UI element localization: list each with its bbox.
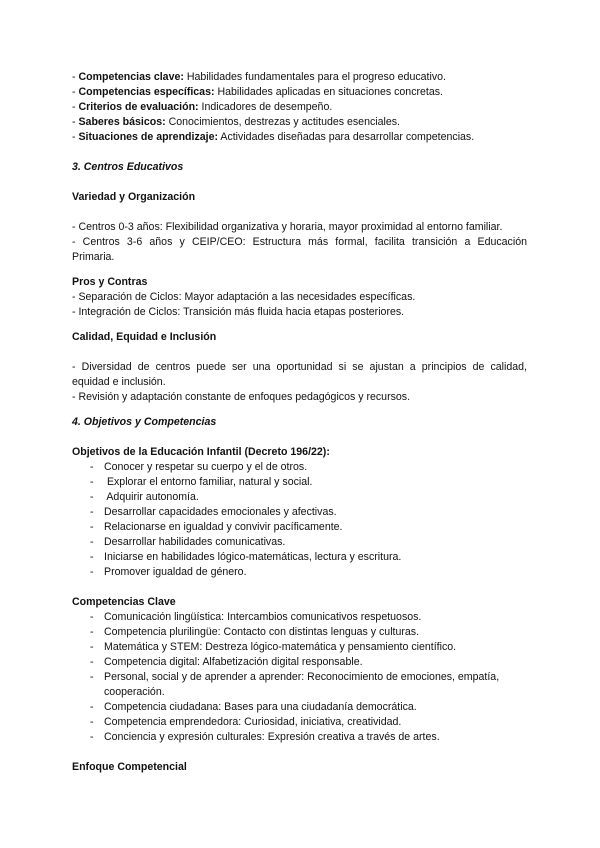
description: Habilidades aplicadas en situaciones concretas. [214,86,443,98]
list-item: - Criterios de evaluación: Indicadores de desempeño. [72,101,333,113]
section-title: 4. Objetivos y Competencias [72,416,217,428]
list-item: - Promover igualdad de género. [90,566,247,578]
document-page [72,70,527,775]
list-item: - Desarrollar habilidades comunicativas. [90,536,286,548]
paragraph: - Diversidad de centros puede ser una oportunidad si se ajustan a principios de calidad, [72,361,527,373]
list-item: - Competencia digital: Alfabetización digital responsable. [90,656,363,668]
subsection-heading: Enfoque Competencial [72,761,187,773]
subsection-heading: Variedad y Organización [72,191,196,203]
paragraph: - Revisión y adaptación constante de enfoques pedagógicos y recursos. [72,391,411,403]
list-item: - Personal, social y de aprender a aprender: Reconocimiento de emociones, empatía, cooperación. [90,671,500,698]
competencias-list [72,610,527,745]
description: Habilidades fundamentales para el progreso educativo. [183,71,446,83]
list-item: - Adquirir autonomía. [90,491,199,503]
description: Indicadores de desempeño. [198,101,333,113]
list-item: - Conciencia y expresión culturales: Expresión creativa a través de artes. [90,731,440,743]
subsection-heading: Calidad, Equidad e Inclusión [72,331,217,343]
paragraph-continuation: equidad e inclusión. [72,376,166,388]
list-item: - Explorar el entorno familiar, natural y social. [90,476,313,488]
list-item: - Matemática y STEM: Destreza lógico-matemática y pensamiento científico. [90,641,457,653]
list-item: - Competencias específicas: Habilidades aplicadas en situaciones concretas. [72,86,443,98]
term: Competencias clave: [78,71,184,83]
description: Actividades diseñadas para desarrollar competencias. [218,131,475,143]
list-item: - Desarrollar capacidades emocionales y afectivas. [90,506,337,518]
paragraph: - Centros 3-6 años y CEIP/CEO: Estructura más formal, facilita transición a Educación [72,236,527,248]
list-item: - Saberes básicos: Conocimientos, destrezas y actitudes esenciales. [72,116,400,128]
paragraph: - Integración de Ciclos: Transición más fluida hacia etapas posteriores. [72,306,405,318]
list-item: - Comunicación lingüística: Intercambios comunicativos respetuosos. [90,611,422,623]
term: Saberes básicos: [78,116,166,128]
list-item: - Situaciones de aprendizaje: Actividades diseñadas para desarrollar competencias. [72,131,475,143]
list-item: - Competencia emprendedora: Curiosidad, iniciativa, creatividad. [90,716,402,728]
term: Criterios de evaluación: [78,101,199,113]
term: Situaciones de aprendizaje: [78,131,219,143]
intro-list [72,70,527,145]
term: Competencias específicas: [78,86,215,98]
paragraph: - Centros 0-3 años: Flexibilidad organizativa y horaria, mayor proximidad al entorno familiar. [72,221,503,233]
subsection-heading: Objetivos de la Educación Infantil (Decreto 196/22): [72,446,330,458]
list-item: - Relacionarse en igualdad y convivir pacíficamente. [90,521,343,533]
list-item: - Conocer y respetar su cuerpo y el de otros. [90,461,308,473]
section-title: 3. Centros Educativos [72,161,184,173]
description: Conocimientos, destrezas y actitudes esenciales. [165,116,400,128]
list-item: - Iniciarse en habilidades lógico-matemáticas, lectura y escritura. [90,551,402,563]
subsection-heading: Competencias Clave [72,596,176,608]
subsection-heading: Pros y Contras [72,276,148,288]
paragraph-continuation: Primaria. [72,251,115,263]
list-item: - Competencias clave: Habilidades fundamentales para el progreso educativo. [72,71,446,83]
objetivos-list [72,460,527,580]
list-item: - Competencia ciudadana: Bases para una ciudadanía democrática. [90,701,417,713]
list-item: - Competencia plurilingüe: Contacto con distintas lenguas y culturas. [90,626,420,638]
paragraph: - Separación de Ciclos: Mayor adaptación a las necesidades específicas. [72,291,416,303]
